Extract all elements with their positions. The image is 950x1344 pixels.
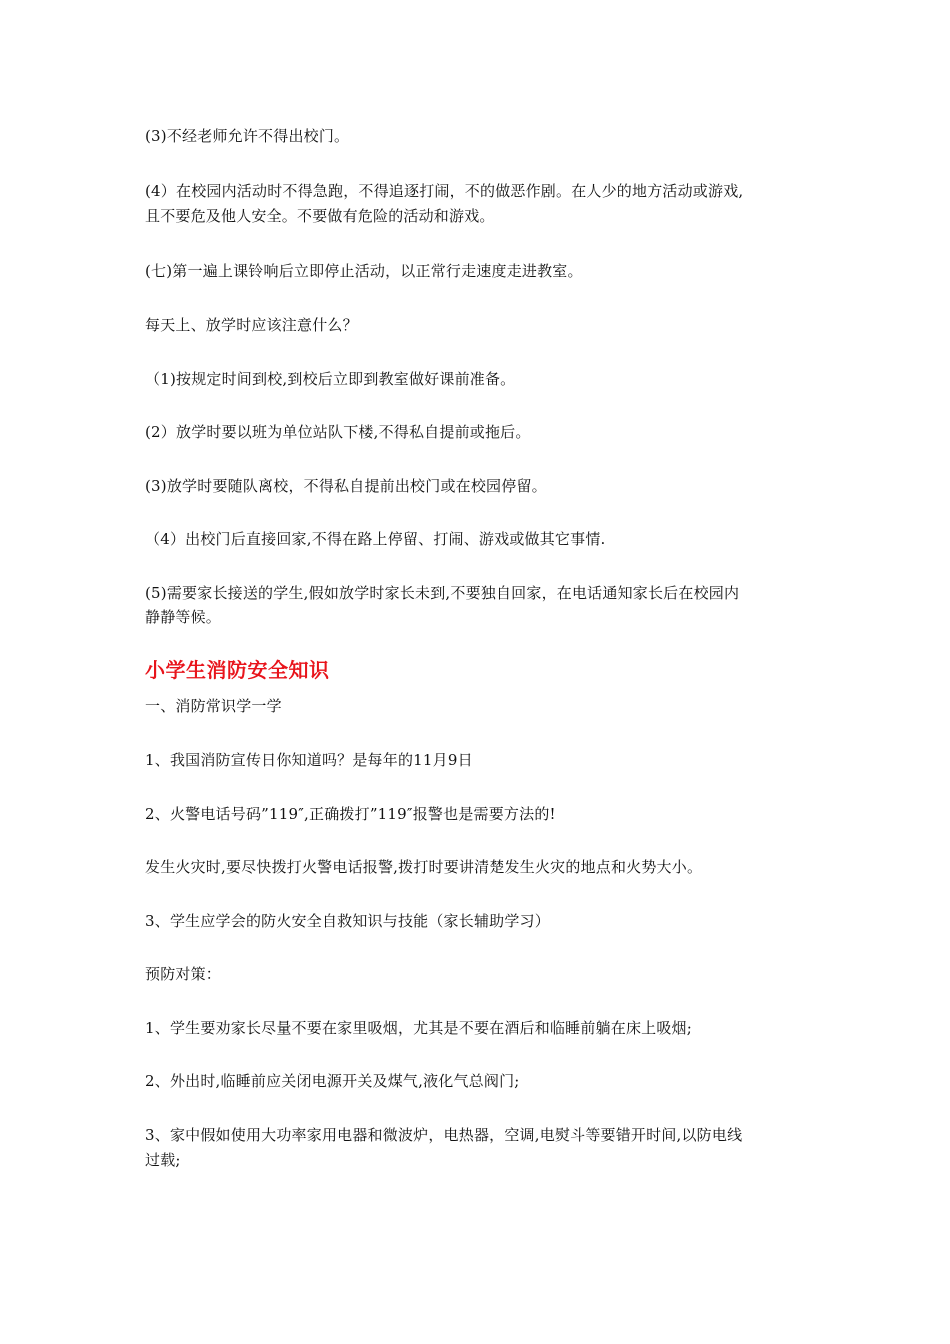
paragraph-line: (3)不经老师允许不得出校门。: [145, 127, 350, 145]
paragraph-line: 发生火灾时,要尽快拨打火警电话报警,拨打时要讲清楚发生火灾的地点和火势大小。: [145, 858, 703, 876]
paragraph-line: （1)按规定时间到校,到校后立即到教室做好课前准备。: [145, 370, 516, 388]
paragraph-line: 过载;: [145, 1151, 181, 1169]
paragraph-line: (4）在校园内活动时不得急跑，不得追逐打闹，不的做恶作剧。在人少的地方活动或游戏,: [145, 182, 744, 200]
paragraph-line: 1、学生要劝家长尽量不要在家里吸烟，尤其是不要在酒后和临睡前躺在床上吸烟;: [145, 1019, 693, 1037]
paragraph-line: (3)放学时要随队离校，不得私自提前出校门或在校园停留。: [145, 477, 547, 495]
paragraph-line: 预防对策：: [145, 965, 222, 983]
paragraph-line: 每天上、放学时应该注意什么？: [145, 316, 358, 334]
paragraph-line: (5)需要家长接送的学生,假如放学时家长未到,不要独自回家，在电话通知家长后在校园内: [145, 584, 740, 602]
paragraph-line: 3、家中假如使用大功率家用电器和微波炉，电热器，空调,电熨斗等要错开时间,以防电线: [145, 1126, 743, 1144]
paragraph-line: 静静等候。: [145, 608, 222, 626]
paragraph-line: (2）放学时要以班为单位站队下楼,不得私自提前或拖后。: [145, 423, 531, 441]
section-heading: 小学生消防安全知识: [145, 658, 330, 682]
paragraph-line: 2、火警电话号码”119″,正确拨打”119″报警也是需要方法的!: [145, 805, 556, 823]
paragraph-line: （4）出校门后直接回家,不得在路上停留、打闹、游戏或做其它事情.: [145, 530, 606, 548]
paragraph-line: 一、消防常识学一学: [145, 697, 282, 715]
paragraph-line: 2、外出时,临睡前应关闭电源开关及煤气,液化气总阀门;: [145, 1072, 520, 1090]
paragraph-line: 3、学生应学会的防火安全自救知识与技能（家长辅助学习）: [145, 912, 550, 930]
paragraph-line: 1、我国消防宣传日你知道吗？是每年的11月9日: [145, 751, 473, 769]
paragraph-line: (七)第一遍上课铃响后立即停止活动，以正常行走速度走进教室。: [145, 262, 583, 280]
paragraph-line: 且不要危及他人安全。不要做有危险的活动和游戏。: [145, 207, 495, 225]
